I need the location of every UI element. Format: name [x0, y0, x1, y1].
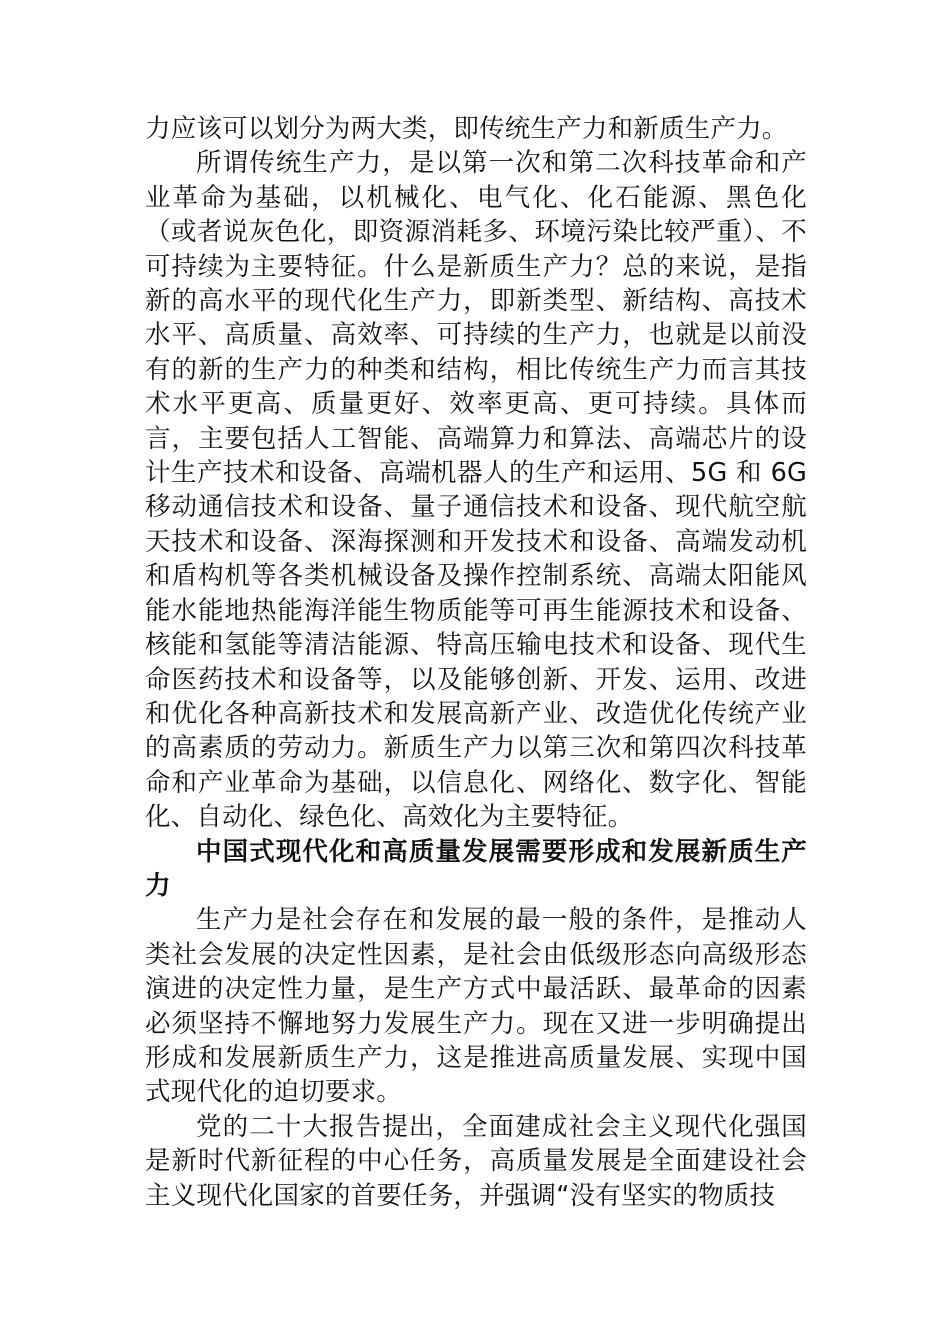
- paragraph-twentieth-congress: 党的二十大报告提出，全面建成社会主义现代化强国是新时代新征程的中心任务，高质量发展是全面建设社会主义现代化国家的首要任务，并强调“没有坚实的物质技: [145, 1111, 807, 1211]
- paragraph-productivity-role: 生产力是社会存在和发展的最一般的条件，是推动人类社会发展的决定性因素，是社会由低级形态向高级形态演进的决定性力量，是生产方式中最活跃、最革命的因素必须坚持不懈地努力发展生产力。现在又进一步明确提出形成和发展新质生产力，这是推进高质量发展、实现中国式现代化的迫切要求。: [145, 905, 807, 1108]
- section-heading: 中国式现代化和高质量发展需要形成和发展新质生产力: [145, 836, 807, 901]
- paragraph-continuation: 力应该可以划分为两大类，即传统生产力和新质生产力。: [145, 114, 788, 144]
- paragraph-traditional-vs-new-productivity: 所谓传统生产力，是以第一次和第二次科技革命和产业革命为基础，以机械化、电气化、化石能源、黑色化（或者说灰色化，即资源消耗多、环境污染比较严重）、不可持续为主要特征。什么是新质生产力？总的来说，是指新的高水平的现代化生产力，即新类型、新结构、高技术水平、高质量、高效率、可持续的生产力，也就是以前没有的新的生产力的种类和结构，相比传统生产力而言其技术水平更高、质量更好、效率更高、更可持续。具体而言，主要包括人工智能、高端算力和算法、高端芯片的设计生产技术和设备、高端机器人的生产和运用、5G 和 6G 移动通信技术和设备、量子通信技术和设备、现代航空航天技术和设备、深海探测和开发技术和设备、高端发动机和盾构机等各类机械设备及操作控制系统、高端太阳能风能水能地热能海洋能生物质能等可再生能源技术和设备、核能和氢能等清洁能源、特高压输电技术和设备、现代生命医药技术和设备等，以及能够创新、开发、运用、改进和优化各种高新技术和发展高新产业、改造优化传统产业的高素质的劳动力。新质生产力以第三次和第四次科技革命和产业革命为基础，以信息化、网络化、数字化、智能化、自动化、绿色化、高效化为主要特征。: [145, 148, 807, 833]
- document-body: [145, 112, 807, 1213]
